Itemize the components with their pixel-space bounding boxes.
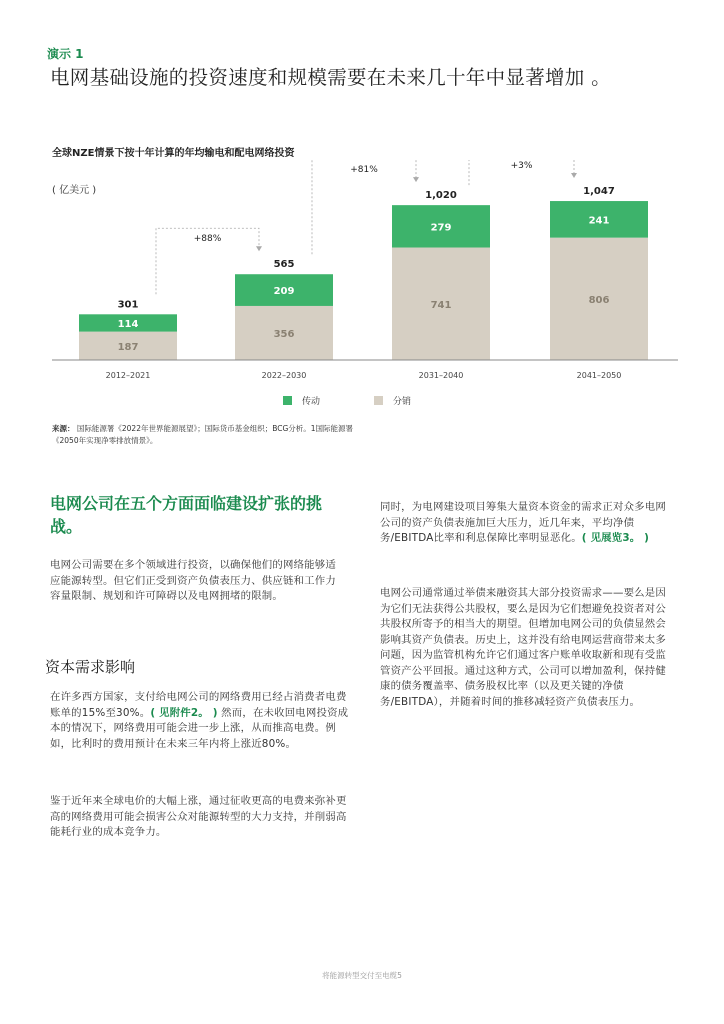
bar-label-transmission: 209 — [273, 286, 295, 298]
bar-label-transmission: 279 — [430, 222, 452, 234]
source-label: 来源： — [52, 424, 75, 433]
growth-arrowhead — [571, 173, 577, 178]
legend-distribution-label: 分销 — [393, 397, 412, 407]
bar-label-distribution: 356 — [273, 328, 295, 340]
x-tick-label: 2041–2050 — [576, 371, 622, 380]
section-heading: 电网公司在五个方面面临建设扩张的挑战。 — [50, 494, 323, 536]
legend-transmission-label: 传动 — [302, 397, 321, 407]
growth-label: +88% — [193, 234, 222, 245]
source-note — [52, 423, 372, 447]
exhibit-label: 演示 1 — [47, 47, 84, 61]
right-paragraph-1 — [380, 500, 675, 547]
growth-label: +81% — [350, 165, 378, 176]
bar-total-label: 565 — [273, 259, 295, 271]
investment-bar-chart — [0, 160, 724, 420]
source-text: 国际能源署《2022年世界能源展望》；国际货币基金组织；BCG分析。1国际能源署《2050年实现净零排放情景》。 — [52, 424, 354, 445]
bar-total-label: 301 — [117, 299, 139, 311]
bar-total-label: 1,020 — [425, 190, 457, 202]
bar-label-transmission: 114 — [117, 318, 139, 330]
growth-arrowhead — [413, 177, 419, 182]
legend-distribution — [374, 394, 411, 407]
left-paragraph-2 — [50, 690, 350, 752]
growth-label: +3% — [510, 161, 533, 172]
chart-title: 全球NZE情景下按十年计算的年均输电和配电网络投资 — [52, 148, 295, 159]
subheading-capital: 资本需求影响 — [45, 658, 136, 676]
left-paragraph-2-text-a: 在许多西方国家，支付给电网公司的网络费用已经占消费者电费账单的15%至30%。 — [50, 691, 347, 719]
x-tick-label: 2031–2040 — [418, 371, 464, 380]
page-footer: 将能源转型交付至电缆5 — [322, 971, 402, 980]
left-paragraph-3: 鉴于近年来全球电价的大幅上涨，通过征收更高的电费来弥补更高的网络费用可能会损害公众对能源转型的大力支持，并削弱高能耗行业的成本竞争力。 — [50, 795, 347, 838]
right-paragraph-2: 电网公司通常通过举债来融资其大部分投资需求——要么是因为它们无法获得公共股权，要么是因为它们想避免投资者对公共股权所寄予的相当大的期望。但增加电网公司的负债显然会影响其资产负债表。历史上，这并没有给电网运营商带来太多问题，因为监管机构允许它们通过客户账单收取新和现有受监管资产公平回报。通过这种方式，公司可以增加盈利，保持健康的债务覆盖率、债务股权比率（以及更关键的净债务/EBITDA），并随着时间的推移减轻资产负债表压力。 — [380, 587, 666, 708]
bar-total-label: 1,047 — [583, 186, 615, 198]
legend-distribution-swatch — [374, 396, 383, 405]
exhibit-2-reference[interactable]: ( 见附件2。 ) — [150, 706, 218, 719]
left-paragraph-1: 电网公司需要在多个领域进行投资，以确保他们的网络能够适应能源转型。但它们正受到资产负债表压力、供应链和工作力容量限制、规划和许可障碍以及电网拥堵的限制。 — [50, 559, 336, 602]
x-tick-label: 2012–2021 — [105, 371, 151, 380]
left-paragraph-2-text-b: 然而，在未收回电网投资成本的情况下，网络费用可能会进一步上涨，从而推高电费。例如，比利时的费用预计在未来三年内将上涨近80%。 — [50, 706, 349, 750]
exhibit-title: 电网基础设施的投资速度和规模需要在未来几十年中显著增加 。 — [50, 66, 611, 89]
legend-transmission — [283, 394, 320, 407]
growth-arrowhead — [256, 246, 262, 251]
bar-label-distribution: 806 — [588, 294, 610, 306]
bar-label-distribution: 741 — [430, 299, 452, 311]
legend-transmission-swatch — [283, 396, 292, 405]
x-tick-label: 2022–2030 — [261, 371, 307, 380]
chart-unit-label: ( 亿美元 ) — [52, 185, 97, 196]
bar-label-distribution: 187 — [117, 341, 139, 353]
right-paragraph-1-text: 同时，为电网建设项目筹集大量资本资金的需求正对众多电网公司的资产负债表施加巨大压力，近几年来，平均净债务/EBITDA比率和利息保障比率明显恶化。 — [380, 501, 666, 544]
bar-label-transmission: 241 — [588, 215, 610, 227]
exhibit-3-reference[interactable]: ( 见展览3。 ) — [581, 532, 650, 544]
